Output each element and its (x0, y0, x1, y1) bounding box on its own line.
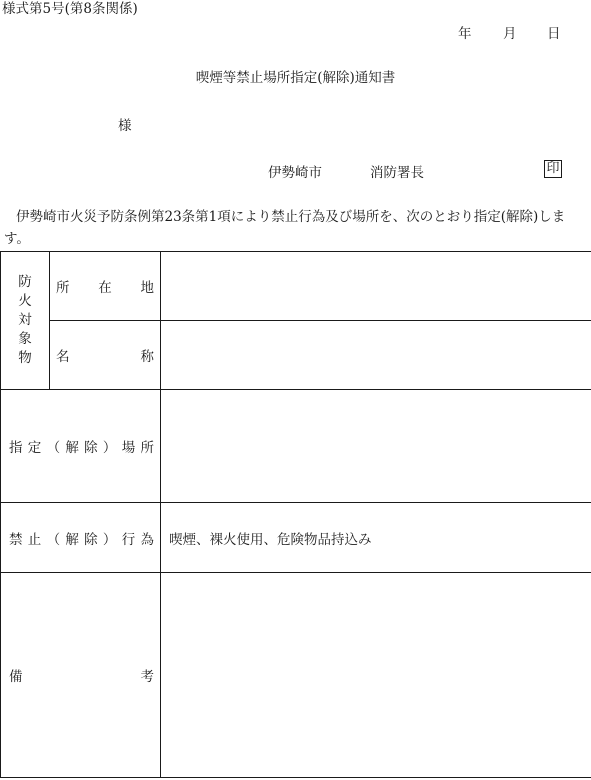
seal-mark: 印 (544, 160, 562, 178)
fire-object-group-label: 防 火 対 象 物 (18, 274, 32, 366)
remarks-value-field[interactable] (161, 573, 591, 778)
table-row (1, 390, 591, 503)
date-month-label: 月 (503, 26, 517, 42)
location-label-cell (50, 252, 161, 321)
body-text: 伊勢崎市火災予防条例第23条第1項により禁止行為及び場所を、次のとおり指定(解除)します。 (4, 209, 566, 247)
fire-object-group-cell (1, 252, 50, 390)
document-title: 喫煙等禁止場所指定(解除)通知書 (195, 70, 396, 86)
name-label: 名 称 (56, 349, 154, 365)
remarks-label: 備 考 (9, 669, 154, 685)
prohibited-act-value: 喫煙、裸火使用、危険物品持込み (169, 531, 372, 548)
name-label-cell (50, 321, 161, 390)
issuer-city: 伊勢崎市 (268, 165, 322, 181)
designated-place-value-field[interactable] (161, 390, 591, 503)
form-number-label: 様式第5号(第8条関係) (2, 1, 138, 17)
designated-place-label: 指 定 （ 解 除 ） 場 所 (9, 440, 154, 456)
table-row (1, 503, 591, 573)
table-row (1, 321, 591, 390)
notice-form-table (0, 251, 591, 778)
location-label: 所 在 地 (56, 280, 154, 296)
table-row (1, 573, 591, 778)
prohibited-act-label: 禁 止 （ 解 除 ） 行 為 (9, 531, 154, 548)
designated-place-label-cell (1, 390, 161, 503)
location-value-field[interactable] (161, 252, 591, 321)
date-year-label: 年 (458, 26, 472, 42)
prohibited-act-label-cell (1, 503, 161, 573)
addressee-suffix: 様 (118, 118, 132, 134)
table-row (1, 252, 591, 321)
name-value-field[interactable] (161, 321, 591, 390)
remarks-label-cell (1, 573, 161, 778)
prohibited-act-value-cell[interactable] (161, 503, 591, 573)
date-day-label: 日 (547, 26, 561, 42)
issuer-title: 消防署長 (370, 165, 424, 181)
